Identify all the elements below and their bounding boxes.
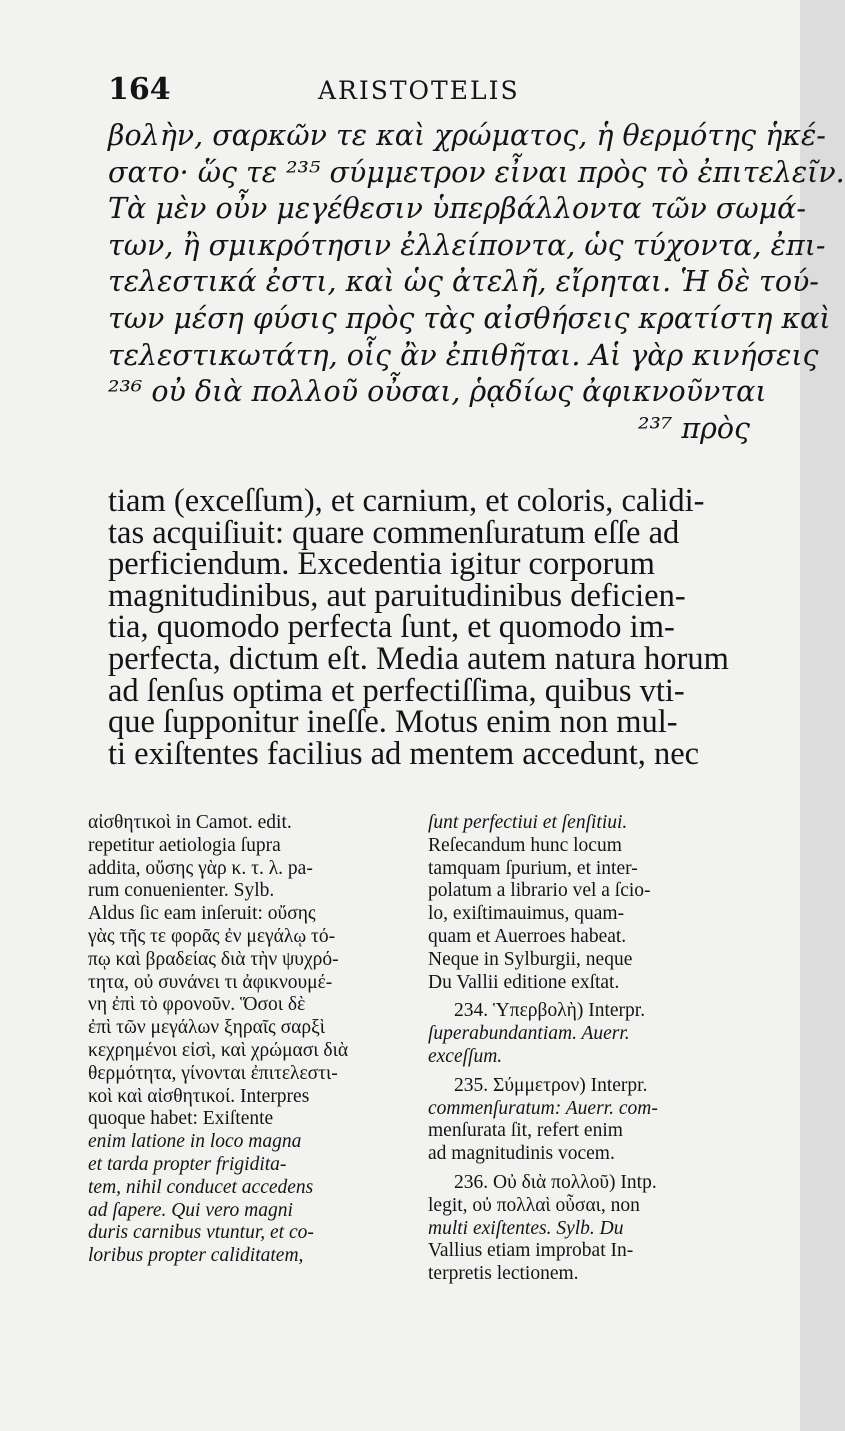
footnote-line: legit, οὐ πολλαὶ οὖσαι, non	[428, 1194, 640, 1216]
footnote-line: αἰσθητικοὶ in Camot. edit.	[88, 812, 292, 833]
latin-line: ad ſenſus optima et perfectiſſima, quibus vti-	[108, 672, 685, 709]
footnote-line: πῳ καὶ βραδείας διὰ τὴν ψυχρό-	[88, 948, 339, 970]
latin-line: perficiendum. Excedentia igitur corporum	[108, 546, 655, 583]
footnote-line: κοὶ καὶ αἰσθητικοί. Interpres	[88, 1085, 310, 1107]
greek-line: των, ἢ σμικρότησιν ἐλλείποντα, ὡς τύχοντα, ἐπι-	[108, 228, 826, 262]
footnote-line: ad ſapere. Qui vero magni	[88, 1199, 293, 1221]
greek-catchword: ²³⁷ πρὸς	[638, 411, 750, 445]
footnote-line: Reſecandum hunc locum	[428, 834, 622, 856]
footnote-line: τητα, οὐ συνάνει τι ἀφικνουμέ-	[88, 971, 333, 993]
footnote-line: Neque in Sylburgii, neque	[428, 948, 633, 970]
footnote-line: ad magnitudinis vocem.	[428, 1143, 615, 1165]
footnotes-left-column	[88, 812, 400, 1268]
footnote-236: 236. Οὐ διὰ πολλοῦ) Intp.	[454, 1171, 657, 1193]
greek-line: των μέση φύσις πρὸς τὰς αἰσθήσεις κρατίστη καὶ	[108, 301, 831, 335]
footnote-line: ſuperabundantiam. Auerr.	[428, 1023, 630, 1045]
latin-line: ti exiſtentes facilius ad mentem accedunt, nec	[108, 735, 700, 772]
footnote-line: νη ἐπὶ τὸ φρονοῦν. Ὅσοι δὲ	[88, 994, 306, 1016]
greek-text-block	[108, 118, 845, 447]
footnote-line: θερμότητα, γίνονται ἐπιτελεστι-	[88, 1062, 338, 1084]
footnote-line: Aldus ſic eam inſeruit: οὔσης	[88, 903, 316, 925]
footnote-line: tamquam ſpurium, et inter-	[428, 857, 638, 879]
footnote-line: polatum a librario vel a ſcio-	[428, 880, 651, 902]
latin-line: perfecta, dictum eſt. Media autem natura horum	[108, 640, 729, 677]
footnotes-right-column	[428, 812, 740, 1286]
footnote-line: ἐπὶ τῶν μεγάλων ξηραῖς σαρξὶ	[88, 1017, 326, 1039]
greek-line: Τὰ μὲν οὖν μεγέθεσιν ὑπερβάλλοντα τῶν σωμά-	[108, 192, 806, 226]
footnote-line: et tarda propter frigidita-	[88, 1153, 287, 1175]
greek-line: ²³⁶ οὐ διὰ πολλοῦ οὖσαι, ῥᾳδίως ἀφικνοῦνται	[108, 375, 767, 409]
footnote-line: loribus propter caliditatem,	[88, 1245, 304, 1267]
greek-line: τελεστικά ἐστι, καὶ ὡς ἀτελῆ, εἴρηται. Ἡ δὲ τού-	[108, 265, 819, 299]
footnote-line: lo, exiſtimauimus, quam-	[428, 903, 625, 925]
footnote-line: menſurata ſit, refert enim	[428, 1120, 623, 1142]
footnote-line: quam et Auerroes habeat.	[428, 925, 627, 947]
page-header	[108, 72, 728, 112]
footnote-line: terpretis lectionem.	[428, 1263, 579, 1285]
greek-line: τελεστικωτάτη, οἷς ἂν ἐπιθῆται. Αἱ γὰρ κινήσεις	[108, 338, 819, 372]
footnote-line: repetitur aetiologia ſupra	[88, 834, 281, 856]
footnote-line: enim latione in loco magna	[88, 1131, 302, 1153]
page-number: 164	[108, 72, 171, 107]
footnote-line: rum conuenienter. Sylb.	[88, 880, 275, 902]
latin-line: tia, quomodo perfecta ſunt, et quomodo im-	[108, 609, 675, 646]
latin-line: que ſupponitur ineſſe. Motus enim non mul-	[108, 704, 678, 741]
latin-line: tiam (exceſſum), et carnium, et coloris, calidi-	[108, 483, 705, 519]
footnote-line: addita, οὔσης γὰρ κ. τ. λ. pa-	[88, 857, 313, 879]
footnote-line: exceſſum.	[428, 1045, 503, 1067]
latin-line: magnitudinibus, aut paruitudinibus deficien-	[108, 577, 686, 614]
footnote-line: tem, nihil conducet accedens	[88, 1176, 314, 1198]
footnote-line: γὰς τῆς τε φορᾶς ἐν μεγάλῳ τό-	[88, 925, 336, 947]
footnote-line: quoque habet: Exiſtente	[88, 1108, 274, 1130]
footnote-235: 235. Σύμμετρον) Interpr.	[454, 1074, 648, 1096]
latin-line: tas acquiſiuit: quare commenſuratum eſſe ad	[108, 514, 680, 551]
footnote-line: Vallius etiam improbat In-	[428, 1240, 634, 1262]
footnote-234: 234. Ὑπερβολὴ) Interpr.	[454, 1000, 646, 1022]
footnote-line: duris carnibus vtuntur, et co-	[88, 1222, 314, 1244]
footnote-line: ſunt perfectiui et ſenſitiui.	[428, 812, 628, 833]
footnote-line: Du Vallii editione exſtat.	[428, 971, 620, 993]
footnote-line: κεχρημένοι εἰσὶ, καὶ χρώμασι διὰ	[88, 1039, 349, 1061]
greek-line: σατο· ὥς τε ²³⁵ σύμμετρον εἶναι πρὸς τὸ ἐπιτελεῖν.	[108, 155, 845, 189]
running-title: ARISTOTELIS	[318, 76, 520, 105]
latin-translation-block	[108, 483, 756, 772]
footnote-line: commenſuratum: Auerr. com-	[428, 1097, 658, 1119]
greek-line: βολὴν, σαρκῶν τε καὶ χρώματος, ἡ θερμότης ἡκέ-	[108, 119, 826, 152]
footnote-line: multi exiſtentes. Sylb. Du	[428, 1217, 624, 1239]
